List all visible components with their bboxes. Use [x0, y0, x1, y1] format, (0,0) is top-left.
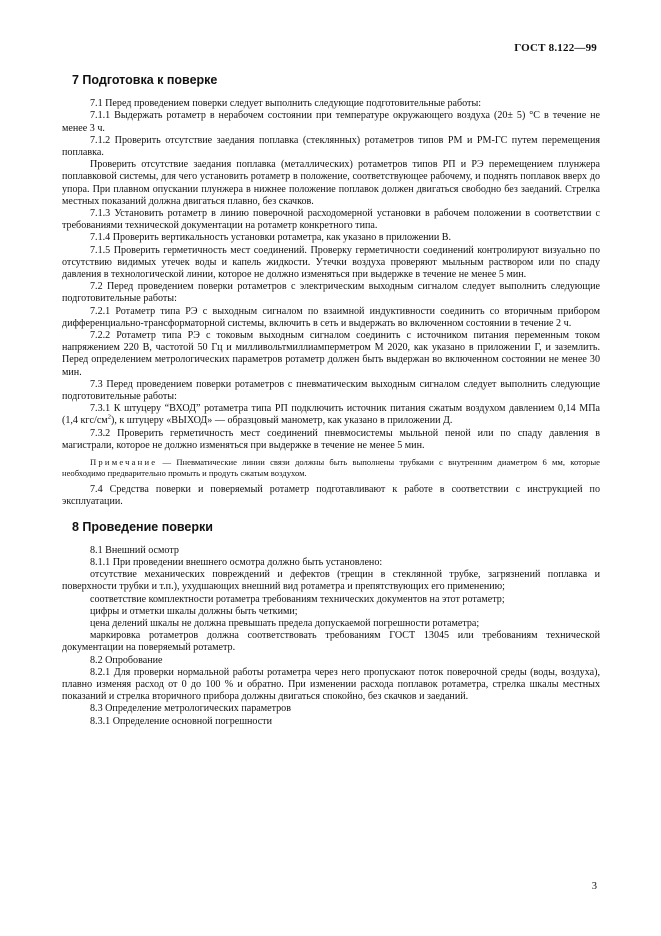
- section-8-title: 8 Проведение поверки: [72, 519, 213, 534]
- note-label: Примечание: [90, 457, 158, 468]
- note-text: — Пневматические линии связи должны быть выполнены трубками с внутренним диаметром 6 мм, которые необходимо предварительно промыть и продуть сжатым воздухом.: [62, 457, 600, 479]
- paragraph-8-3-1: 8.3.1 Определение основной погрешности: [90, 715, 272, 727]
- document-code-header: ГОСТ 8.122—99: [514, 42, 597, 54]
- list-item: маркировка ротаметров должна соответствовать требованиям ГОСТ 13045 или требованиям технической документации на поверяемый ротаметр.: [62, 630, 600, 654]
- paragraph-7-2: 7.2 Перед проведением поверки ротаметров с электрическим выходным сигналом следует выполнить следующие подготовительные работы:: [62, 281, 600, 305]
- paragraph-8-1-1: 8.1.1 При проведении внешнего осмотра должно быть установлено:: [90, 556, 383, 568]
- paragraph-7-1: 7.1 Перед проведением поверки следует выполнить следующие подготовительные работы:: [90, 98, 482, 110]
- paragraph-7-3-2: 7.3.2 Проверить герметичность мест соединений пневмосистемы мыльной пеной или по спаду давления в магистрали, которое не должно изменяться при выдержке в течение не менее 5 мин.: [62, 427, 600, 451]
- page-number: 3: [591, 881, 597, 892]
- paragraph-8-2-1: 8.2.1 Для проверки нормальной работы ротаметра через него пропускают поток поверочной среды (воды, воздуха), плавно изменяя расход от 0 до 100 % и обратно. При изменении расхода поплавок ротаметра, стрелка шкалы местных показаний и стрелка вторичного прибора должны двигаться спокойно, без скачков и заеданий.: [62, 666, 600, 703]
- page-content: [62, 66, 600, 728]
- paragraph-7-3-1: [62, 403, 600, 427]
- paragraph-8-3: 8.3 Определение метрологических параметров: [90, 703, 291, 715]
- paragraph-7-1-1: 7.1.1 Выдержать ротаметр в нерабочем состоянии при температуре окружающего воздуха (20± 5) °С в течение не менее 3 ч.: [62, 110, 600, 134]
- paragraph-8-2: 8.2 Опробование: [90, 654, 163, 666]
- paragraph-7-3-1-part-b: ), к штуцеру «ВЫХОД» — образцовый манометр, как указано в приложении Д.: [110, 415, 453, 427]
- note: [62, 457, 600, 479]
- paragraph-7-1-5: 7.1.5 Проверить герметичность мест соединений. Проверку герметичности соединений контролируют визуально по отсутствию видимых утечек воды и капель жидкости. Утечки воздуха проверяют мыльным раствором или по спаду давления в технологической линии, которое не должно изменяться при выдержке в течение не менее 5 мин.: [62, 244, 600, 281]
- paragraph-7-3: 7.3 Перед проведением поверки ротаметров с пневматическим выходным сигналом следует выполнить следующие подготовительные работы:: [62, 378, 600, 403]
- list-item: отсутствие механических повреждений и дефектов (трещин в стеклянной трубке, загрязнений поплавка и поверхности трубки и т.п.), ухудшающих внешний вид ротаметра и препятствующих его применению;: [62, 569, 600, 593]
- list-item: цена делений шкалы не должна превышать предела допускаемой погрешности ротаметра;: [90, 617, 480, 629]
- section-7-title: 7 Подготовка к поверке: [72, 73, 218, 87]
- paragraph-7-3-1-part-a: 7.3.1 К штуцеру “ВХОД” ротаметра типа РП подключить источник питания сжатым воздухом давлением 0,14 МПа (1,4 кгс/см: [62, 403, 600, 427]
- superscript-2: 2: [107, 414, 111, 422]
- paragraph-7-4: 7.4 Средства поверки и поверяемый ротаметр подготавливают к работе в соответствии с инструкцией по эксплуатации.: [62, 484, 600, 508]
- paragraph-7-2-2: 7.2.2 Ротаметр типа РЭ с токовым выходным сигналом соединить с источником питания переменным током напряжением 220 В, частотой 50 Гц и милливольтмиллиамперметром М 2020, как указано в приложении Г, и заземлить. Перед определением метрологических параметров ротаметр должен быть выдержан во включенном состоянии не менее 30 мин.: [62, 330, 600, 378]
- paragraph-7-1-2: 7.1.2 Проверить отсутствие заедания поплавка (стеклянных) ротаметров типов РМ и РМ-ГС путем перемещения поплавка.: [62, 134, 600, 159]
- paragraph-7-2-1: 7.2.1 Ротаметр типа РЭ с выходным сигналом по взаимной индуктивности соединить со вторичным прибором дифференциально-трансформаторной системы, включить в сеть и выдержать во включенном состоянии в течение 2 ч.: [62, 305, 600, 329]
- paragraph-7-1-4: 7.1.4 Проверить вертикальность установки ротаметра, как указано в приложении В.: [90, 232, 452, 244]
- paragraph-8-1: 8.1 Внешний осмотр: [90, 544, 179, 556]
- paragraph-7-1-3: 7.1.3 Установить ротаметр в линию поверочной расходомерной установки в рабочем положении в соответствии с требованиями технической документации на ротаметр конкретного типа.: [62, 208, 600, 232]
- list-item: соответствие комплектности ротаметра требованиям технических документов на этот ротаметр;: [90, 593, 505, 605]
- paragraph-7-1-2-continued: Проверить отсутствие заедания поплавка (металлических) ротаметров типов РП и РЭ перемещением плунжера поплавковой системы, для чего установить ротаметр в положение, соответствующее рабочему, и поднять поплавок вверх до упора. При плавном опускании плунжера в нижнее положение поплавок должен двигаться свободно без заеданий. Стрелка местных показаний должна двигаться плавно, без скачков.: [62, 159, 600, 207]
- list-item: цифры и отметки шкалы должны быть четкими;: [90, 605, 298, 617]
